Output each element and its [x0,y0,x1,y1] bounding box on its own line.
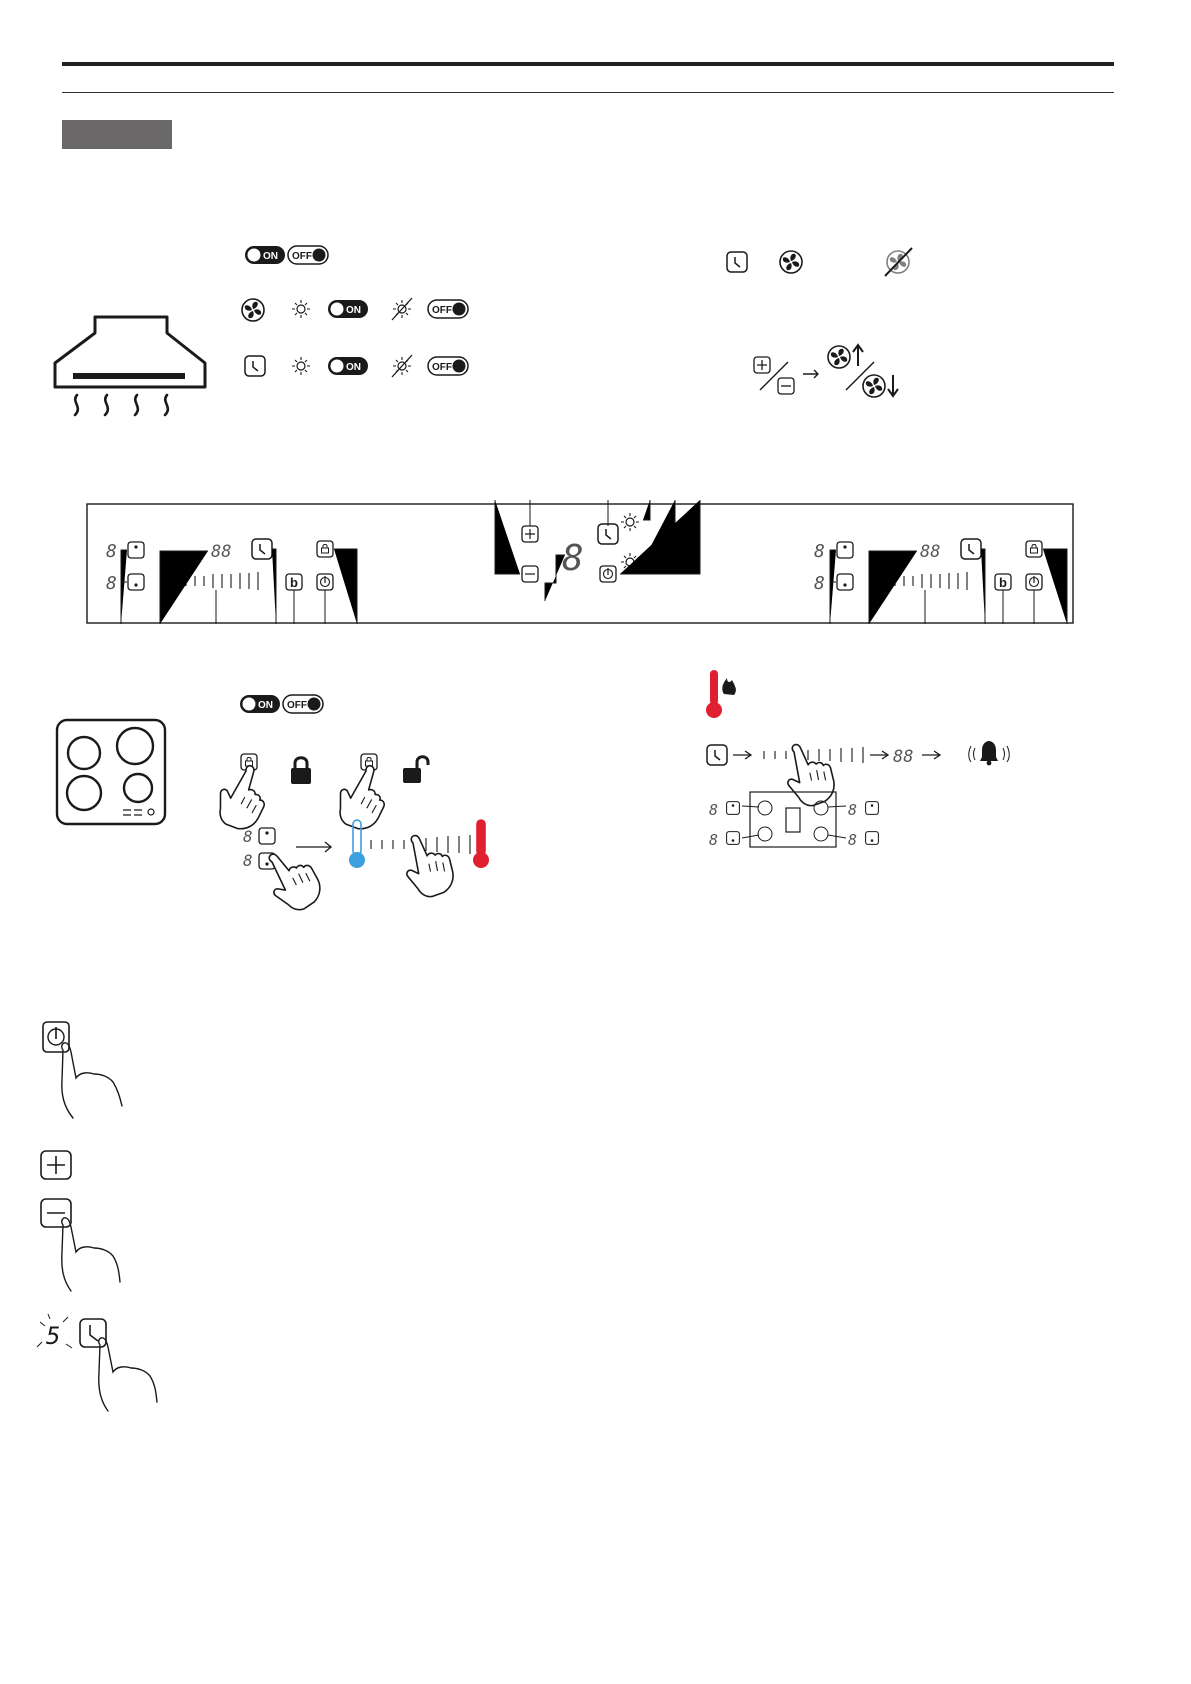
zone-display: 8 [814,573,825,594]
on-label: ON [263,251,278,262]
clock-icon [727,252,747,272]
off-label: OFF [292,251,312,262]
timer-blink-digit: 5 [46,1322,61,1350]
on-toggle [240,695,280,713]
zone-display: 8 [106,573,117,594]
on-toggle [245,246,285,264]
minus-icon [41,1199,71,1227]
svg-text:ON: ON [258,700,273,711]
off-toggle [428,300,468,318]
thermometer-hot-icon [473,820,489,868]
power-icon[interactable] [317,574,333,590]
fan-icon [828,346,850,368]
on-off-toggle-group [245,246,328,264]
hand-pointer-icon [785,742,836,808]
lock-key-icon[interactable] [1026,541,1042,557]
svg-text:b: b [290,575,298,590]
right-zone-controls [814,539,1067,624]
range-hood-icon [55,317,205,415]
zone-select-key[interactable] [837,574,853,590]
clock-icon [245,356,265,376]
hand-pointer-icon [62,1218,120,1291]
zone-select-key [727,802,740,815]
off-toggle [428,357,468,375]
zone-select-key [727,832,740,845]
light-off-icon [392,355,412,377]
svg-text:OFF: OFF [432,362,452,373]
fan-off-icon [885,248,912,276]
light-icon [621,513,639,531]
zone-select-key [866,802,879,815]
light-off-icon [392,298,412,320]
svg-text:OFF: OFF [432,305,452,316]
left-zone-controls [106,539,357,624]
clock-icon[interactable] [961,539,981,559]
hand-pointer-icon [207,760,280,837]
light-icon [292,300,310,318]
on-toggle [328,300,368,318]
zone-display: 8 [243,827,253,846]
zone-display: 8 [106,541,117,562]
padlock-closed-icon [291,758,311,784]
zone-select-key [866,832,879,845]
clock-icon [707,745,727,765]
svg-text:ON: ON [346,305,361,316]
hand-pointer-icon [327,760,400,837]
zone-display: 8 [814,541,825,562]
timer-blink-display [37,1314,72,1350]
control-panel [87,500,1073,624]
zone-display: 8 [709,801,719,819]
off-toggle [288,246,328,264]
zone-select-key[interactable] [128,574,144,590]
fan-icon [242,299,264,321]
svg-text:ON: ON [346,362,361,373]
hand-pointer-icon [99,1338,157,1411]
light-key[interactable] [600,566,616,582]
minus-icon [778,378,794,394]
timer-display: 88 [893,747,914,767]
zone-display: 8 [709,831,719,849]
off-toggle [283,695,323,713]
fan-icon [863,375,885,397]
clock-icon [80,1319,106,1347]
light-icon [292,357,310,375]
residual-heat-icon [706,670,736,718]
timer-display: 88 [920,542,941,562]
svg-text:OFF: OFF [287,700,307,711]
hand-pointer-icon [62,1043,122,1118]
fan-level-display: 8 [562,538,584,579]
boost-icon[interactable] [286,574,302,590]
hand-pointer-icon [404,833,455,899]
zone-layout-diagram [709,792,878,849]
clock-icon[interactable] [598,524,618,544]
zone-select-key[interactable] [128,542,144,558]
on-off-toggle-group [240,695,323,713]
power-icon[interactable] [1026,574,1042,590]
on-toggle [328,357,368,375]
boost-icon[interactable] [995,574,1011,590]
fan-icon [780,251,802,273]
slider [764,747,863,763]
minus-icon[interactable] [522,566,538,582]
zone-select-key[interactable] [837,542,853,558]
clock-icon[interactable] [252,539,272,559]
zone-display: 8 [848,801,858,819]
timer-display: 88 [211,542,232,562]
svg-text:b: b [999,575,1007,590]
lock-key-icon[interactable] [317,541,333,557]
zone-select-key [259,828,275,844]
hob-icon [57,720,165,824]
plus-icon[interactable] [522,526,538,542]
zone-display: 8 [848,831,858,849]
padlock-open-icon [403,757,428,783]
fan-speed-diagram [754,345,898,397]
zone-display: 8 [243,851,253,870]
hood-controls [495,500,700,601]
plus-icon [754,357,770,373]
bell-icon [969,741,1010,765]
power-icon [43,1022,69,1052]
plus-icon [41,1151,71,1179]
